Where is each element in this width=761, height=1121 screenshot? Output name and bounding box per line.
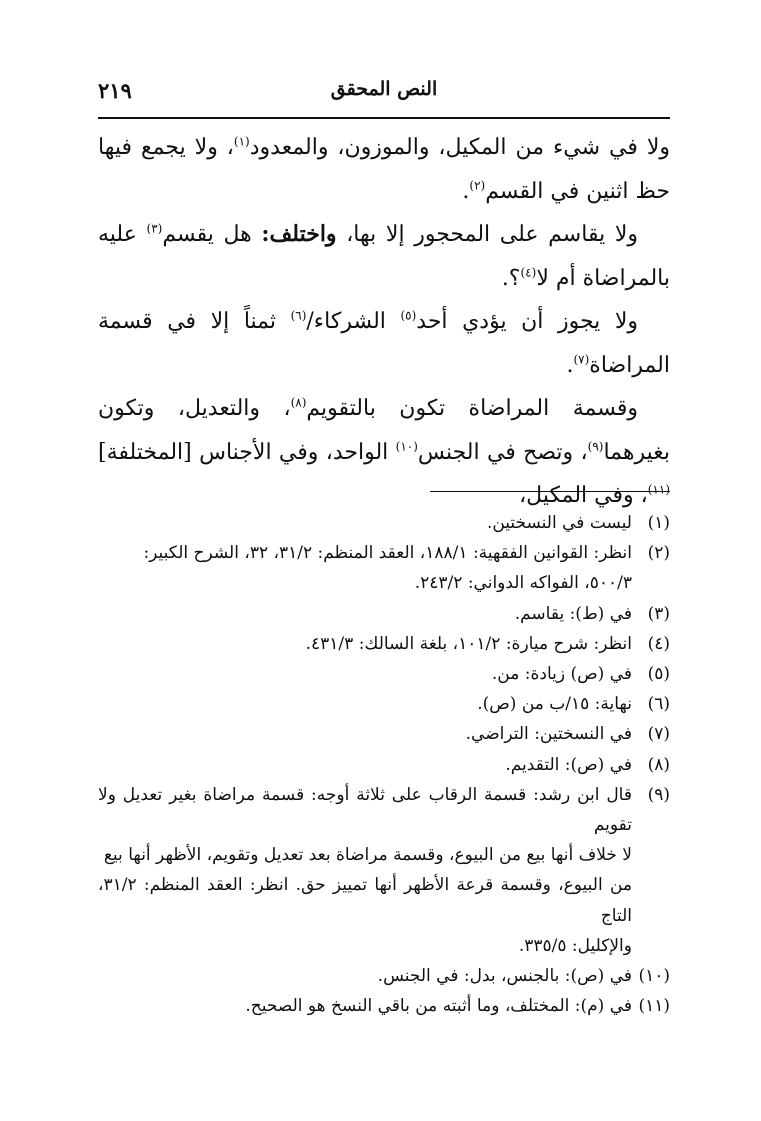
- footnote-ref: (٧): [573, 352, 590, 367]
- footnote-number: (٧): [647, 724, 670, 745]
- footnote-text: [98, 538, 632, 598]
- footnote-item: [98, 599, 670, 629]
- footnote-item: [98, 780, 670, 961]
- footnote-text: [98, 780, 632, 961]
- footnote-number: (٤): [647, 633, 670, 654]
- footnote-ref: (٩): [587, 439, 604, 454]
- footnote-item: [98, 508, 670, 538]
- footnote-text: [98, 750, 632, 780]
- header-rule: [98, 117, 670, 119]
- footnote-number: (٢): [647, 543, 670, 564]
- footnote-separator: [430, 491, 670, 492]
- text-run: ؟.: [501, 265, 521, 291]
- bold-text-run: واختلف:: [261, 221, 337, 247]
- footnote-line: انظر: شرح ميارة: ١٠١/٢، بلغة السالك: ٤٣١/٣.: [305, 633, 632, 654]
- footnotes: [98, 508, 670, 1021]
- footnote-ref: (٥): [400, 308, 417, 323]
- footnote-line: في (ص) زيادة: من.: [491, 664, 632, 685]
- text-run: .: [462, 178, 470, 204]
- footnote-number: (١٠): [638, 966, 670, 987]
- footnote-item: [98, 659, 670, 689]
- text-run: ثمناً إلا في قسمة المراضاة: [98, 309, 670, 378]
- footnote-item: [98, 750, 670, 780]
- text-run: وقسمة المراضاة تكون بالتقويم: [306, 396, 638, 421]
- footnote-text: [98, 629, 632, 659]
- footnote-line: لا خلاف أنها بيع من البيوع، وقسمة مراضاة بعد تعديل وتقويم، الأظهر أنها بيع: [103, 845, 632, 866]
- footnote-item: [98, 629, 670, 659]
- footnote-item: [98, 961, 670, 991]
- footnote-item: [98, 719, 670, 749]
- footnote-ref: (٣): [146, 221, 163, 236]
- footnote-line: نهاية: ١٥/ب من (ص).: [477, 694, 632, 715]
- page-number: ٢١٩: [98, 78, 132, 103]
- text-run: ، وتصح في الجنس: [417, 439, 588, 465]
- text-run: هل يقسم: [162, 222, 262, 247]
- footnote-text: [98, 508, 632, 538]
- text-run: ، والتعديل، وتكون بغيرهما: [98, 396, 670, 465]
- footnote-text: [98, 599, 632, 629]
- footnote-line: في النسختين: التراضي.: [465, 724, 632, 745]
- footnote-number: (١١): [638, 996, 670, 1017]
- text-run: الشركاء/: [306, 309, 401, 334]
- footnote-line: في (م): المختلف، وما أثبته من باقي النسخ هو الصحيح.: [245, 996, 632, 1017]
- footnote-ref: (٢): [469, 178, 486, 193]
- text-run: .: [566, 352, 574, 378]
- footnote-number: (٥): [647, 664, 670, 685]
- main-text: [98, 126, 670, 518]
- footnote-line: انظر: القوانين الفقهية: ١٨٨/١، العقد المنظم: ٣١/٢، ٣٢، الشرح الكبير:: [143, 543, 632, 564]
- text-run: ولا في شيء من المكيل، والموزون، والمعدود: [249, 135, 670, 160]
- footnote-ref: (١): [233, 134, 250, 149]
- footnote-number: (٨): [647, 754, 670, 775]
- footnote-number: (٩): [647, 784, 670, 805]
- footnote-ref: (٦): [290, 308, 307, 323]
- paragraph-4: [98, 387, 670, 518]
- footnote-text: [98, 719, 632, 749]
- footnote-text: [98, 689, 632, 719]
- footnote-text: [98, 659, 632, 689]
- footnote-ref: (١٠): [395, 439, 418, 454]
- footnote-text: [98, 991, 632, 1021]
- footnote-line: ليست في النسختين.: [486, 513, 632, 533]
- footnote-line: في (ط): يقاسم.: [514, 603, 632, 624]
- footnote-line: والإكليل: ٣٣٥/٥.: [518, 935, 632, 956]
- page-header: [98, 78, 670, 114]
- text-run: ، ولا يجمع فيها حظ اثنين في القسم: [98, 135, 670, 204]
- footnote-number: (١): [647, 513, 670, 533]
- paragraph-3: [98, 300, 670, 387]
- footnote-item: [98, 689, 670, 719]
- footnote-text: [98, 961, 632, 991]
- text-run: ولا يجوز أن يؤدي أحد: [416, 309, 638, 334]
- footnote-line: في (ص): التقديم.: [505, 754, 632, 775]
- footnote-ref: (٨): [290, 395, 307, 410]
- text-run: عليه بالمراضاة أم لا: [98, 222, 670, 291]
- text-run: ولا يقاسم على المحجور إلا بها،: [336, 222, 639, 247]
- footnote-ref: (١١): [647, 482, 670, 497]
- text-run: الواحد، وفي الأجناس [المختلفة]: [98, 439, 396, 465]
- paragraph-1: [98, 126, 670, 213]
- footnote-line: من البيوع، وقسمة قرعة الأظهر أنها تمييز حق. انظر: العقد المنظم: ٣١/٢، التاج: [98, 875, 632, 926]
- footnote-item: [98, 991, 670, 1021]
- footnote-ref: (٤): [520, 265, 537, 280]
- footnote-line: ٥٠٠/٣، الفواكه الدواني: ٢٤٣/٢.: [414, 573, 632, 594]
- footnote-item: [98, 538, 670, 598]
- running-title: النص المحقق: [330, 78, 438, 100]
- footnote-number: (٦): [647, 694, 670, 715]
- footnote-line: في (ص): بالجنس، بدل: في الجنس.: [377, 966, 632, 987]
- paragraph-2: [98, 213, 670, 300]
- text-run: ، وفي المكيل،: [519, 483, 648, 508]
- footnote-number: (٣): [647, 603, 670, 624]
- footnote-line: قال ابن رشد: قسمة الرقاب على ثلاثة أوجه: قسمة مراضاة بغير تعديل ولا تقويم: [98, 784, 632, 836]
